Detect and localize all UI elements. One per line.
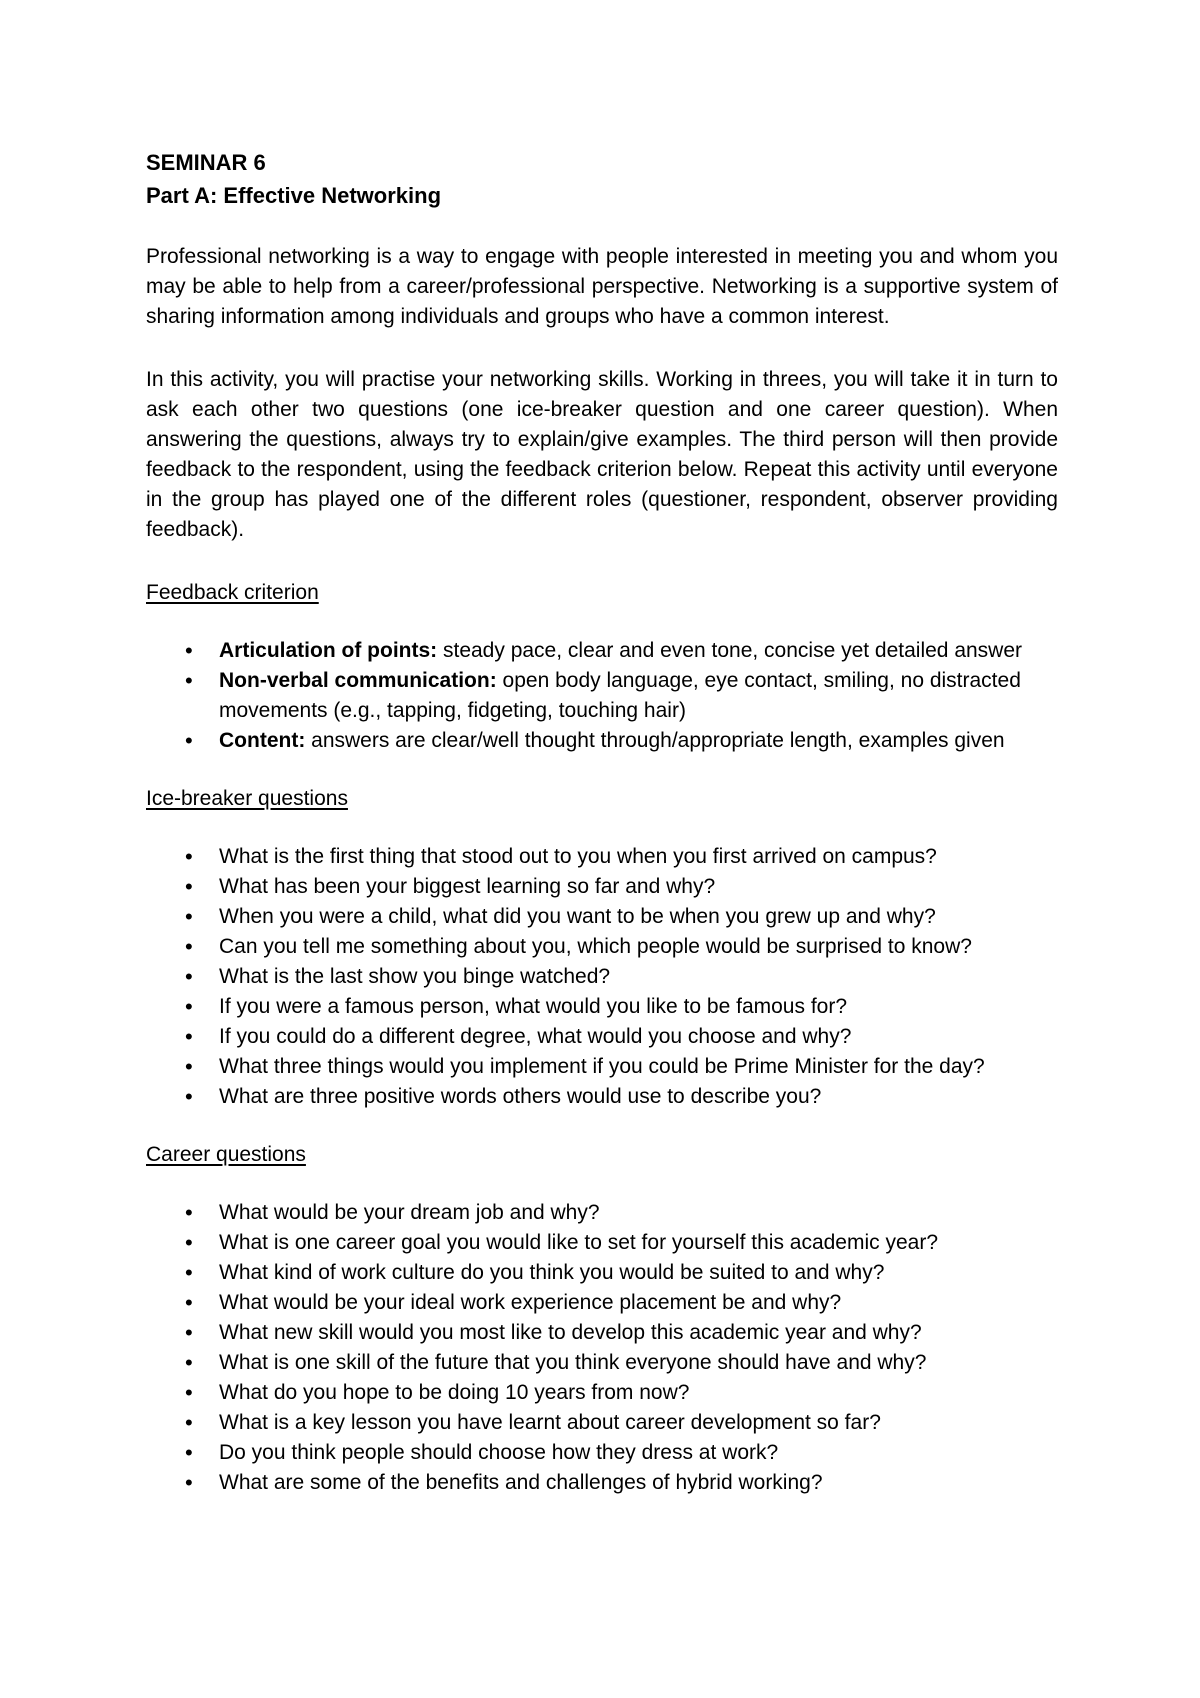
question-text: What are some of the benefits and challenges of hybrid working?	[219, 1471, 823, 1494]
icebreaker-heading: Ice-breaker questions	[146, 787, 348, 810]
list-item	[146, 1318, 1058, 1348]
list-item	[146, 962, 1058, 992]
question-text: What would be your ideal work experience placement be and why?	[219, 1291, 842, 1314]
criterion-label: Non-verbal communication:	[219, 669, 497, 692]
list-item	[146, 636, 1058, 666]
list-item	[146, 726, 1058, 756]
question-text: What has been your biggest learning so far and why?	[219, 875, 716, 898]
question-text: What is the last show you binge watched?	[219, 965, 611, 988]
question-text: What do you hope to be doing 10 years from now?	[219, 1381, 690, 1404]
activity-paragraph: In this activity, you will practise your networking skills. Working in threes, you will take it in turn to ask each other two questions (one ice-breaker question and one career question). When answering the questions, always try to explain/give examples. The third person will then provide feedback to the respondent, using the feedback criterion below. Repeat this activity until everyone in the group has played one of the different roles (questioner, respondent, observer providing feedback).	[146, 368, 1058, 541]
question-text: Do you think people should choose how they dress at work?	[219, 1441, 779, 1464]
bullet-icon	[185, 842, 193, 873]
criterion-text: answers are clear/well thought through/appropriate length, examples given	[305, 729, 1005, 752]
question-text: What would be your dream job and why?	[219, 1201, 600, 1224]
bullet-icon	[185, 872, 193, 903]
question-text: What is a key lesson you have learnt about career development so far?	[219, 1411, 881, 1434]
icebreaker-list	[146, 842, 1058, 1112]
question-text: What are three positive words others would use to describe you?	[219, 1085, 822, 1108]
bullet-icon	[185, 902, 193, 933]
feedback-list	[146, 636, 1058, 756]
bullet-icon	[185, 666, 193, 697]
question-text: What kind of work culture do you think you would be suited to and why?	[219, 1261, 885, 1284]
list-item	[146, 1348, 1058, 1378]
part-title: Part A: Effective Networking	[146, 183, 442, 208]
criterion-text: open body language, eye contact, smiling, no distracted movements (e.g., tapping, fidgeting, touching hair)	[219, 669, 1021, 722]
bullet-icon	[185, 1408, 193, 1439]
bullet-icon	[185, 1022, 193, 1053]
list-item	[146, 1408, 1058, 1438]
list-item	[146, 1468, 1058, 1498]
career-list	[146, 1198, 1058, 1498]
criterion-label: Content:	[219, 729, 306, 752]
bullet-icon	[185, 932, 193, 963]
bullet-icon	[185, 1468, 193, 1499]
bullet-icon	[185, 962, 193, 993]
list-item	[146, 1022, 1058, 1052]
bullet-icon	[185, 1348, 193, 1379]
question-text: Can you tell me something about you, which people would be surprised to know?	[219, 935, 972, 958]
list-item	[146, 1378, 1058, 1408]
bullet-icon	[185, 1082, 193, 1113]
list-item	[146, 1082, 1058, 1112]
question-text: What new skill would you most like to develop this academic year and why?	[219, 1321, 922, 1344]
list-item	[146, 1228, 1058, 1258]
bullet-icon	[185, 1198, 193, 1229]
bullet-icon	[185, 1258, 193, 1289]
bullet-icon	[185, 1228, 193, 1259]
bullet-icon	[185, 636, 193, 667]
question-text: What is one skill of the future that you think everyone should have and why?	[219, 1351, 927, 1374]
list-item	[146, 666, 1058, 726]
question-text: When you were a child, what did you want to be when you grew up and why?	[219, 905, 936, 928]
criterion-label: Articulation of points:	[219, 639, 438, 662]
bullet-icon	[185, 1288, 193, 1319]
question-text: What is one career goal you would like to set for yourself this academic year?	[219, 1231, 939, 1254]
list-item	[146, 1288, 1058, 1318]
document-page	[146, 146, 1058, 1498]
career-heading: Career questions	[146, 1143, 306, 1166]
list-item	[146, 842, 1058, 872]
bullet-icon	[185, 726, 193, 757]
criterion-text: steady pace, clear and even tone, concise yet detailed answer	[437, 639, 1023, 662]
question-text: What three things would you implement if you could be Prime Minister for the day?	[219, 1055, 985, 1078]
list-item	[146, 932, 1058, 962]
bullet-icon	[185, 1378, 193, 1409]
question-text: If you were a famous person, what would you like to be famous for?	[219, 995, 848, 1018]
question-text: If you could do a different degree, what would you choose and why?	[219, 1025, 852, 1048]
intro-paragraph: Professional networking is a way to engage with people interested in meeting you and whom you may be able to help from a career/professional perspective. Networking is a supportive system of sharing information among individuals and groups who have a common interest.	[146, 245, 1058, 328]
list-item	[146, 1258, 1058, 1288]
list-item	[146, 1198, 1058, 1228]
bullet-icon	[185, 992, 193, 1023]
bullet-icon	[185, 1318, 193, 1349]
seminar-title: SEMINAR 6	[146, 150, 266, 175]
list-item	[146, 992, 1058, 1022]
question-text: What is the first thing that stood out to you when you first arrived on campus?	[219, 845, 937, 868]
list-item	[146, 1438, 1058, 1468]
list-item	[146, 872, 1058, 902]
feedback-heading: Feedback criterion	[146, 581, 319, 604]
list-item	[146, 1052, 1058, 1082]
list-item	[146, 902, 1058, 932]
bullet-icon	[185, 1052, 193, 1083]
bullet-icon	[185, 1438, 193, 1469]
